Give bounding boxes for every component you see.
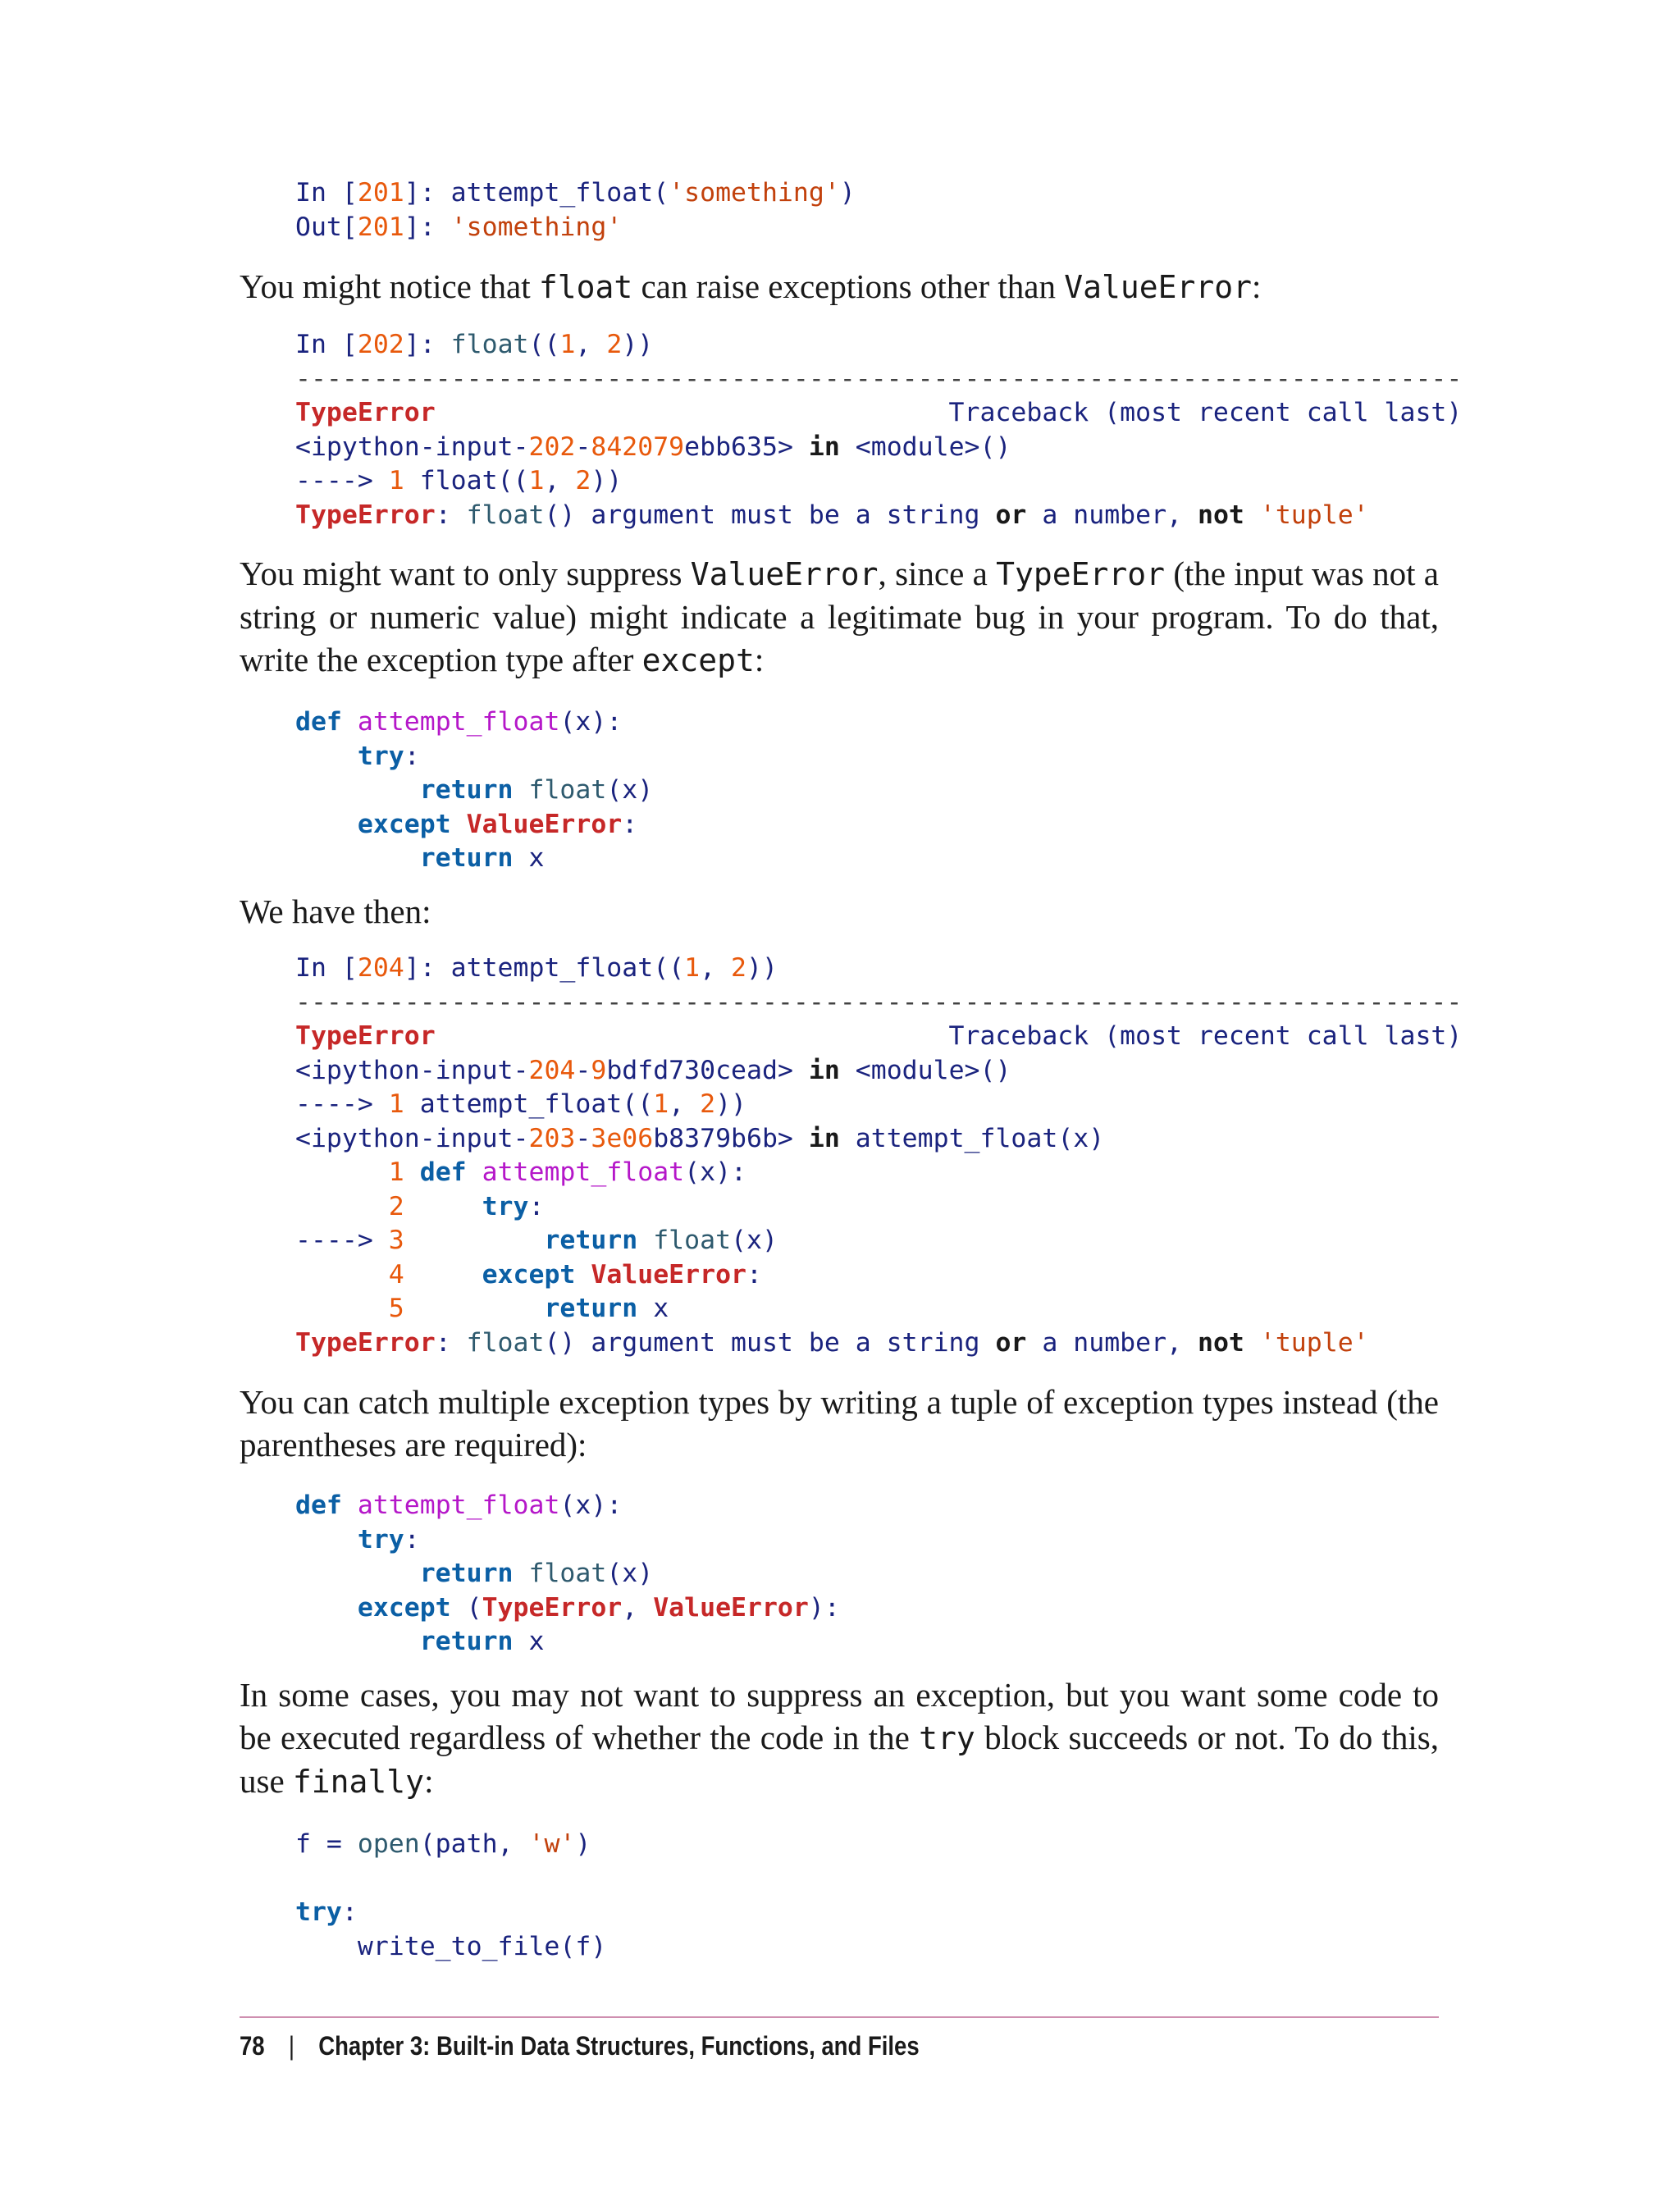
code-line: <ipython-input-203-3e06b8379b6b> in attempt_float(x) [295, 1123, 1105, 1153]
code-line: 4 except ValueError: [388, 1259, 762, 1290]
code-line: f = open(path, 'w') [295, 1829, 591, 1859]
code-line: In [202]: float((1, 2)) [295, 330, 654, 359]
code-block-4 [295, 952, 1462, 1360]
code-line: 2 try: [388, 1191, 545, 1221]
code-line: In [204]: attempt_float((1, 2)) [295, 953, 778, 983]
paragraph-3: We have then: [240, 892, 431, 930]
paragraph-5: In some cases, you may not want to suppress an exception, but you want some code to be executed regardless of whether the code in the try block succeeds or not. To do this, use finally: [240, 1676, 1440, 1800]
code-line: 1 def attempt_float(x): [388, 1157, 747, 1187]
code-line: try: [357, 741, 420, 771]
code-line: def attempt_float(x): [295, 707, 623, 737]
code-line: except (TypeError, ValueError): [357, 1592, 840, 1623]
chapter-title: Chapter 3: Built-in Data Structures, Functions, and Files [318, 2031, 920, 2061]
page-number: 78 [240, 2031, 265, 2061]
code-line: TypeError Traceback (most recent call last) [295, 1021, 1463, 1051]
code-line: try: [357, 1524, 420, 1554]
code-line: return x [419, 1627, 545, 1656]
code-line: TypeError Traceback (most recent call last) [295, 398, 1463, 427]
paragraph-2: You might want to only suppress ValueError, since a TypeError (the input was not a string or numeric value) might indicate a legitimate bug in your program. To do that, write the exception type after except: [240, 555, 1439, 678]
page-footer [240, 2029, 920, 2062]
code-block-5 [295, 1489, 840, 1659]
code-line: TypeError: float() argument must be a string or a number, not 'tuple' [295, 1327, 1369, 1358]
code-block-2 [295, 328, 1462, 532]
code-line: ----> 1 float((1, 2)) [295, 466, 623, 495]
code-line: 5 return x [388, 1294, 669, 1323]
code-line: except ValueError: [357, 809, 638, 839]
code-line: return float(x) [419, 775, 654, 805]
code-block-6 [295, 1828, 606, 1964]
code-line: try: [295, 1897, 358, 1927]
paragraph-4: You can catch multiple exception types by writing a tuple of exception types instead (the parentheses are required): [240, 1383, 1439, 1463]
code-line: Out[201]: 'something' [295, 212, 623, 242]
code-block-3 [295, 705, 653, 876]
code-line: return float(x) [419, 1559, 654, 1588]
code-line: ----> 1 attempt_float((1, 2)) [295, 1089, 747, 1119]
code-line: --------------------------------------------------------------------------- [295, 363, 1463, 394]
code-line: In [201]: attempt_float('something') [295, 178, 856, 208]
code-line: --------------------------------------------------------------------------- [295, 987, 1463, 1017]
footer-rule [240, 2016, 1439, 2018]
code-line: <ipython-input-202-842079ebb635> in <module>() [295, 431, 1011, 462]
code-line: <ipython-input-204-9bdfd730cead> in <module>() [295, 1055, 1011, 1085]
code-line: TypeError: float() argument must be a string or a number, not 'tuple' [295, 500, 1369, 530]
code-line: return x [419, 843, 545, 873]
code-line: write_to_file(f) [357, 1931, 607, 1961]
code-line: ----> 3 return float(x) [295, 1226, 778, 1255]
footer-separator: | [288, 2031, 294, 2061]
paragraph-1: You might notice that float can raise exceptions other than ValueError: [240, 267, 1262, 305]
code-line: def attempt_float(x): [295, 1491, 623, 1520]
code-block-1 [295, 176, 856, 244]
